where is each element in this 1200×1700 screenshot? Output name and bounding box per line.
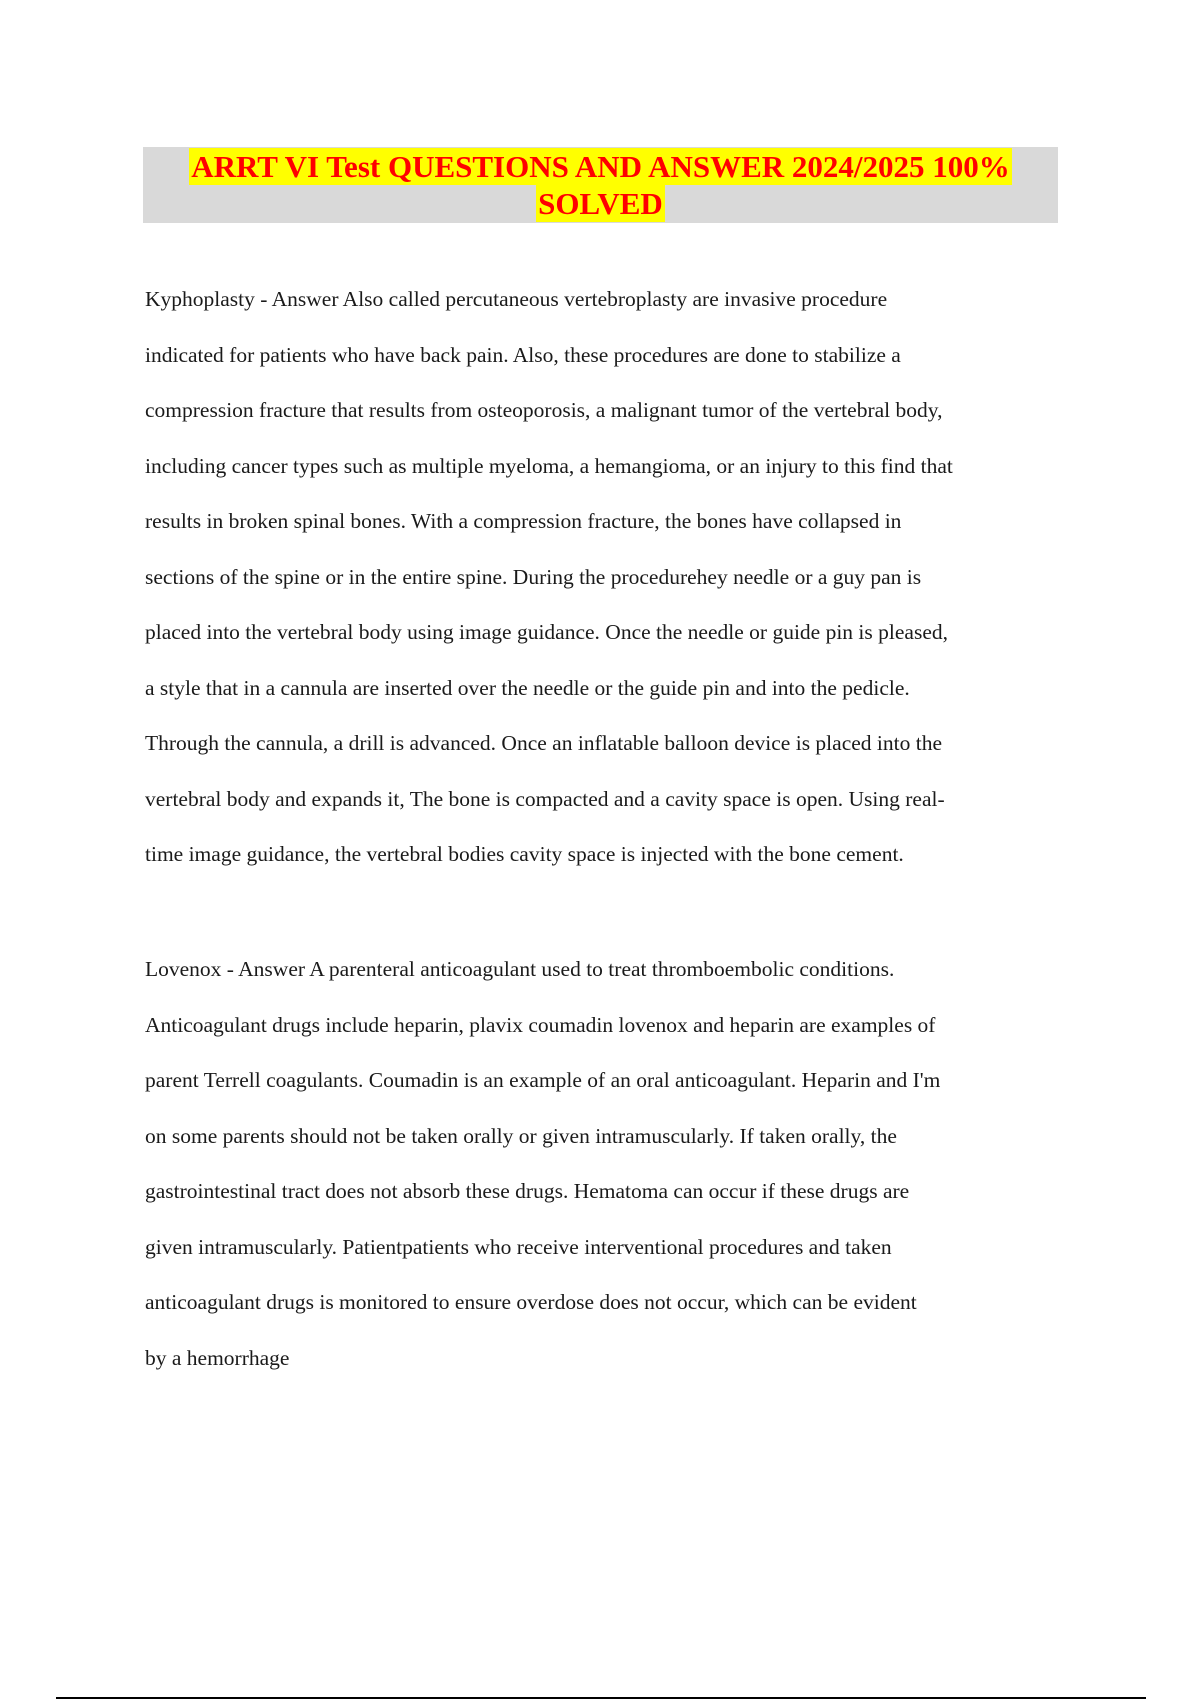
- entry-text-line: Anticoagulant drugs include heparin, plavix coumadin lovenox and heparin are examples of: [145, 1012, 936, 1037]
- entry-text-line: vertebral body and expands it, The bone is compacted and a cavity space is open. Using real-: [145, 786, 945, 811]
- qa-entry-kyphoplasty: [145, 272, 1060, 883]
- entry-text-line: Through the cannula, a drill is advanced. Once an inflatable balloon device is placed into the: [145, 731, 943, 755]
- entry-text-line: anticoagulant drugs is monitored to ensure overdose does not occur, which can be evident: [145, 1290, 917, 1314]
- entry-text-line: Kyphoplasty - Answer Also called percutaneous vertebroplasty are invasive procedure: [145, 287, 888, 311]
- qa-entry-lovenox: [145, 942, 1060, 1386]
- entry-text-line: parent Terrell coagulants. Coumadin is an example of an oral anticoagulant. Heparin and I'm: [145, 1068, 941, 1092]
- entry-text-line: by a hemorrhage: [145, 1345, 290, 1370]
- entry-text-line: including cancer types such as multiple myeloma, a hemangioma, or an injury to this find that: [145, 453, 953, 478]
- title-banner: [143, 147, 1058, 223]
- document-title-line-1: ARRT VI Test QUESTIONS AND ANSWER 2024/2025 100%: [191, 149, 1010, 184]
- entry-text-line: sections of the spine or in the entire spine. During the procedurehey needle or a guy pan is: [145, 564, 922, 589]
- entry-text-line: compression fracture that results from osteoporosis, a malignant tumor of the vertebral body,: [145, 398, 943, 422]
- entry-text-line: placed into the vertebral body using image guidance. Once the needle or guide pin is pleased,: [145, 620, 948, 644]
- entry-text-line: Lovenox - Answer A parenteral anticoagulant used to treat thromboembolic conditions.: [145, 957, 895, 981]
- entry-text-line: given intramuscularly. Patientpatients who receive interventional procedures and taken: [145, 1234, 892, 1259]
- entry-text-line: a style that in a cannula are inserted over the needle or the guide pin and into the pedicle.: [145, 675, 910, 700]
- footer-divider: [56, 1697, 1146, 1699]
- entry-text-line: indicated for patients who have back pain. Also, these procedures are done to stabilize a: [145, 342, 901, 367]
- entry-text-line: results in broken spinal bones. With a compression fracture, the bones have collapsed in: [145, 509, 902, 533]
- entry-text-line: time image guidance, the vertebral bodies cavity space is injected with the bone cement.: [145, 842, 904, 866]
- entry-text-line: gastrointestinal tract does not absorb these drugs. Hematoma can occur if these drugs are: [145, 1179, 910, 1203]
- entry-text-line: on some parents should not be taken orally or given intramuscularly. If taken orally, the: [145, 1123, 897, 1148]
- document-title-line-2: SOLVED: [538, 186, 663, 221]
